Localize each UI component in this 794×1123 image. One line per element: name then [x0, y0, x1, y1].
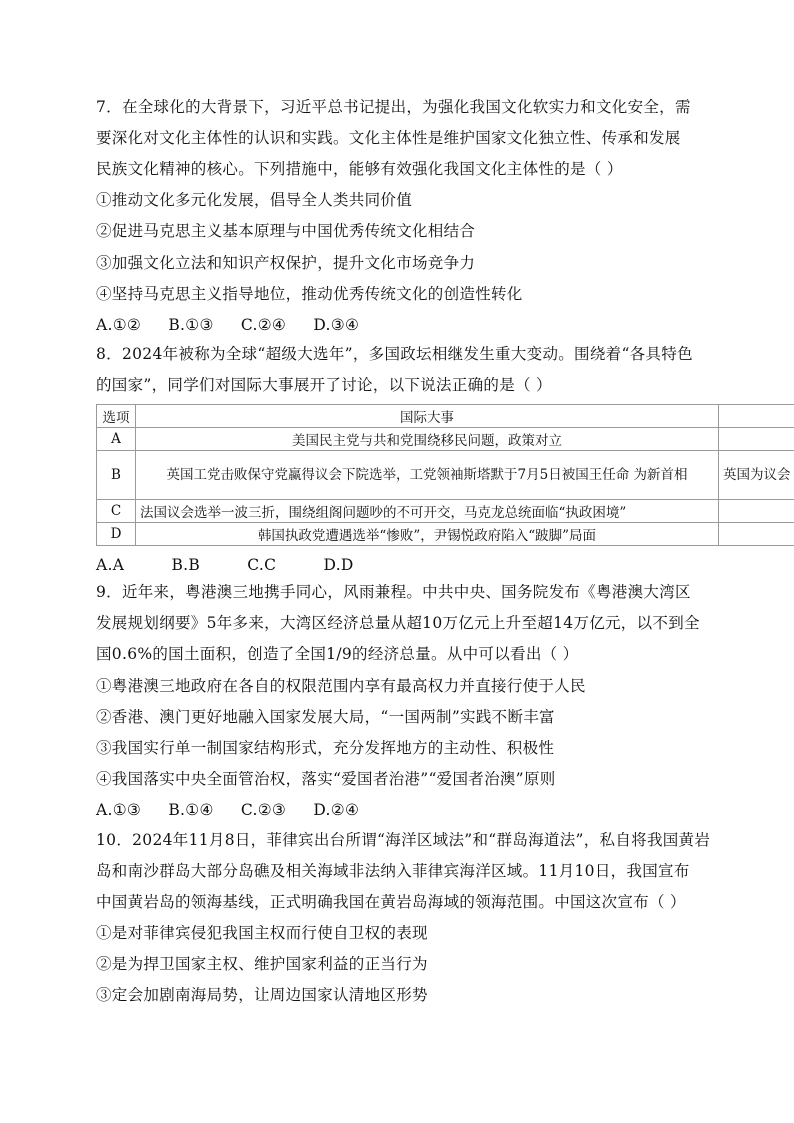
- q10-stem-line-2: 岛和南沙群岛大部分岛礁及相关海域非法纳入菲律宾海洋区域。11月10日，我国宣布: [96, 862, 690, 880]
- row-d-event: 韩国执政党遭遇选举“惨败”，尹锡悦政府陷入“跛脚”局面: [136, 523, 719, 546]
- header-event: 国际大事: [136, 405, 719, 428]
- row-a-note: [719, 428, 794, 451]
- q10-item-2: ②是为捍卫国家主权、维护国家利益的正当行为: [96, 955, 428, 973]
- q7-stem-line-1: 7．在全球化的大背景下，习近平总书记提出，为强化我国文化软实力和文化安全，需: [96, 98, 691, 116]
- q10-stem-line-3: 中国黄岩岛的领海基线，正式明确我国在黄岩岛海域的领海范围。中国这次宣布（ ）: [96, 893, 686, 911]
- row-d-option: D: [97, 523, 136, 546]
- table-row: [97, 451, 794, 500]
- q9-item-1: ①粤港澳三地政府在各自的权限范围内享有最高权力并直接行使于人民: [96, 677, 586, 695]
- q9-item-3: ③我国实行单一制国家结构形式，充分发挥地方的主动性、积极性: [96, 739, 555, 757]
- row-c-note: [719, 500, 794, 523]
- q10-item-1: ①是对菲律宾侵犯我国主权而行使自卫权的表现: [96, 924, 428, 942]
- q8-option-d[interactable]: D.D: [323, 556, 354, 574]
- header-option: 选项: [97, 405, 136, 428]
- q7-item-2: ②促进马克思主义基本原理与中国优秀传统文化相结合: [96, 222, 476, 240]
- q8-option-b[interactable]: B.B: [171, 556, 201, 574]
- q8-stem-line-2: 的国家”，同学们对国际大事展开了讨论，以下说法正确的是（ ）: [96, 376, 552, 394]
- row-b-option: B: [97, 451, 136, 500]
- q9-option-d[interactable]: D.②④: [313, 801, 360, 819]
- q7-stem-line-2: 要深化对文化主体性的认识和实践。文化主体性是维护国家文化独立性、传承和发展: [96, 129, 681, 147]
- table-row: [97, 523, 794, 546]
- q7-option-b[interactable]: B.①③: [168, 316, 214, 334]
- q7-options: [96, 314, 381, 336]
- q7-item-3: ③加强文化立法和知识产权保护，提升文化市场竞争力: [96, 254, 476, 272]
- events-table: [96, 404, 794, 546]
- q8-option-c[interactable]: C.C: [247, 556, 277, 574]
- row-c-option: C: [97, 500, 136, 523]
- row-a-event: 美国民主党与共和党围绕移民问题，政策对立: [136, 428, 719, 451]
- row-b-event: 英国工党击败保守党赢得议会下院选举，工党领袖斯塔默于7月5日被国王任命 为新首相: [136, 451, 719, 500]
- q9-option-b[interactable]: B.①④: [168, 801, 214, 819]
- q9-option-c[interactable]: C.②③: [240, 801, 287, 819]
- q8-stem-line-1: 8．2024年被称为全球“超级大选年”，多国政坛相继发生重大变动。围绕着“各具特色: [96, 345, 693, 363]
- q7-item-1: ①推动文化多元化发展，倡导全人类共同价值: [96, 191, 413, 209]
- row-a-option: A: [97, 428, 136, 451]
- q9-stem-line-3: 国0.6%的国土面积，创造了全国1/9的经济总量。从中可以看出（ ）: [96, 645, 579, 663]
- q7-stem-line-3: 民族文化精神的核心。下列措施中，能够有效强化我国文化主体性的是（ ）: [96, 160, 623, 178]
- q9-stem-line-2: 发展规划纲要》5年多来，大湾区经济总量从超10万亿元上升至超14万亿元，以不到全: [96, 614, 700, 632]
- q7-item-4: ④坚持马克思主义指导地位，推动优秀传统文化的创造性转化: [96, 285, 523, 303]
- q10-stem-line-1: 10．2024年11月8日，菲律宾出台所谓“海洋区域法”和“群岛海道法”，私自将我国黄岩: [96, 831, 711, 849]
- header-note: [719, 405, 794, 428]
- q7-option-d[interactable]: D.③④: [313, 316, 360, 334]
- row-d-note: [719, 523, 794, 546]
- table-header-row: [97, 405, 794, 428]
- q7-option-a[interactable]: A.①②: [96, 316, 142, 334]
- q9-options: [96, 799, 381, 821]
- q8-option-a[interactable]: A.A: [96, 556, 125, 574]
- q9-option-a[interactable]: A.①③: [96, 801, 142, 819]
- q9-stem-line-1: 9．近年来，粤港澳三地携手同心，风雨兼程。中共中央、国务院发布《粤港澳大湾区: [96, 583, 691, 601]
- q9-item-2: ②香港、澳门更好地融入国家发展大局，“一国两制”实践不断丰富: [96, 708, 555, 726]
- q7-option-c[interactable]: C.②④: [240, 316, 287, 334]
- row-b-note: 英国为议会: [719, 451, 794, 500]
- row-c-event: 法国议会选举一波三折，围绕组阁问题吵的不可开交，马克龙总统面临“执政困境”: [136, 500, 719, 523]
- table-row: [97, 500, 794, 523]
- q9-item-4: ④我国落实中央全面管治权，落实“爱国者治港”“爱国者治澳”原则: [96, 770, 556, 788]
- q8-options: [96, 554, 376, 576]
- q10-item-3: ③定会加剧南海局势，让周边国家认清地区形势: [96, 986, 428, 1004]
- table-row: [97, 428, 794, 451]
